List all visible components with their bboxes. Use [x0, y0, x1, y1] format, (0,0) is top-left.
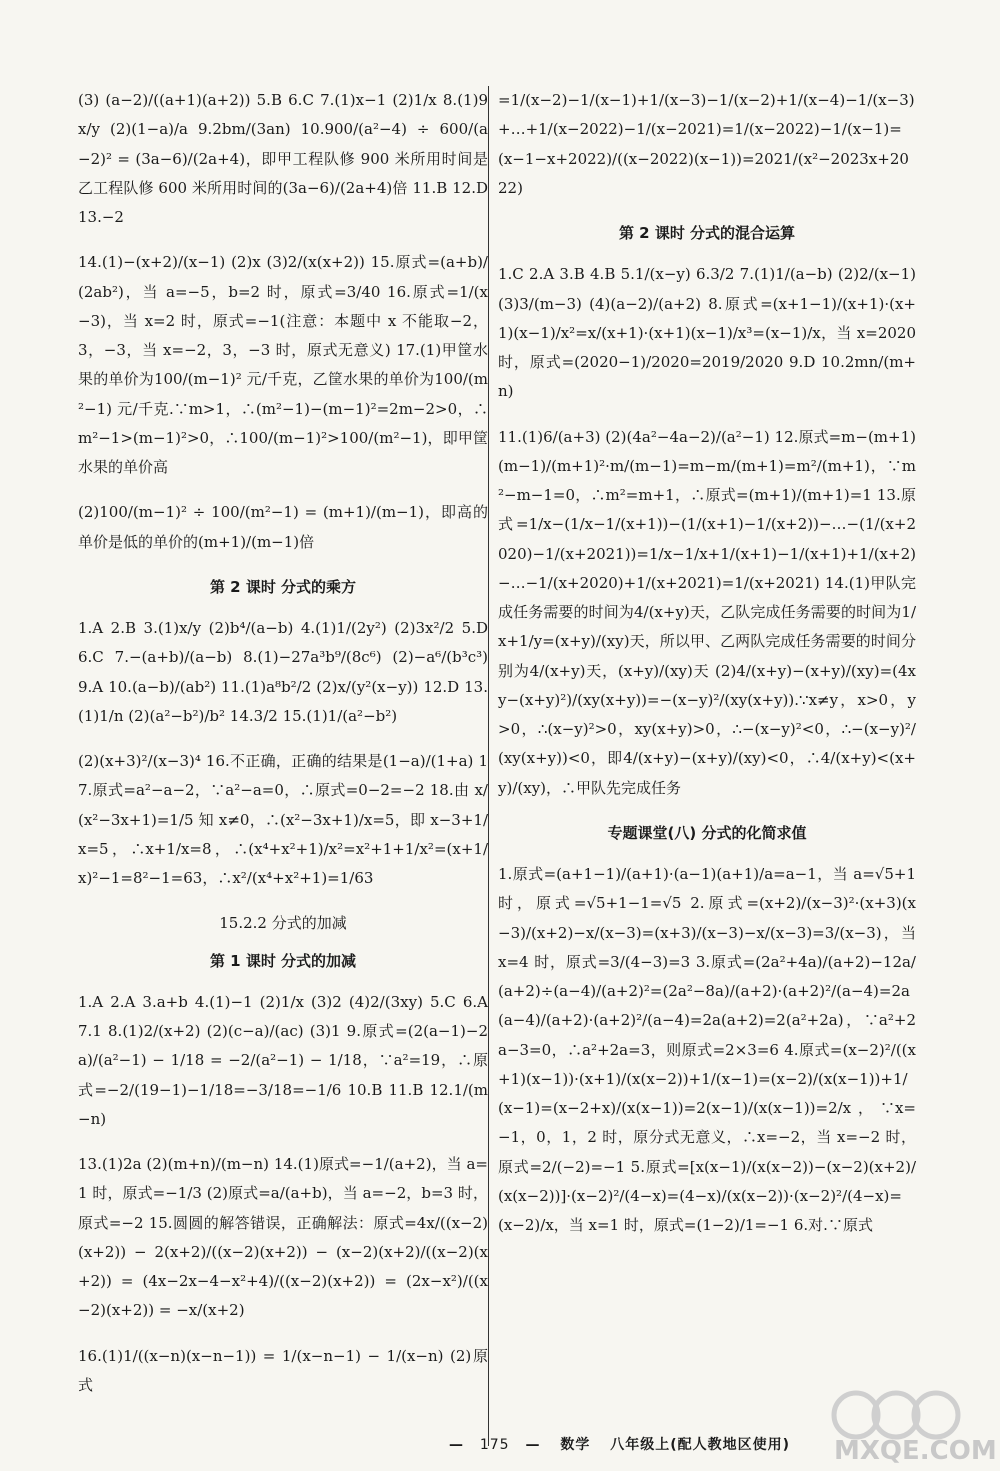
footer-grade: 八年级上(配人教地区使用) — [610, 1437, 790, 1453]
column-divider — [488, 86, 489, 1446]
section-heading: 第 2 课时 分式的混合运算 — [618, 224, 796, 242]
answer-block: (2)(x+3)²/(x−3)⁴ 16.不正确，正确的结果是(1−a)/(1+a) 17.原式=a²−a−2，∵a²−a=0，∴原式=0−2=−2 18.由 x/(x²−3x+1)=1/5 知 x≠0，∴(x²−3x+1)/x=5，即 x−3+1/x=5，∴x+1/x=8，∴(x⁴+x²+1)/x²=x²+1+1/x²=(x+1/x)²−1=8²−1=63，∴x²/(x⁴+x²+1)=1/63 — [78, 752, 488, 887]
answer-block: 11.(1)6/(a+3) (2)(4a²−4a−2)/(a²−1) 12.原式=m−(m+1)(m−1)/(m+1)²·m/(m−1)=m−m/(m+1)=m²/(m+1)，∵m²−m−1=0，∴m²=m+1，∴原式=(m+1)/(m+1)=1 13.原式=1/x−(1/x−1/(x+1))−(1/(x+1)−1/(x+2))−…−(1/(x+2020)−1/(x+2021))=1/x−1/x+1/(x+1)−1/(x+1)+1/(x+2)−…−1/(x+2020)+1/(x+2021)=1/(x+2021) 14.(1)甲队完成任务需要的时间为4/(x+y)天，乙队完成任务需要的时间为1/x+1/y=(x+y)/(xy)天，所以甲、乙两队完成任务需要的时间分别为4/(x+y)天，(x+y)/(xy)天 (2)4/(x+y)−(x+y)/(xy)=(4xy−(x+y)²)/(xy(x+y))=−(x−y)²/(xy(x+y)).∵x≠y，x>0，y>0，∴(x−y)²>0，xy(x+y)>0，∴−(x−y)²<0，∴−(x−y)²/(xy(x+y))<0，即4/(x+y)−(x+y)/(xy)<0，∴4/(x+y)<(x+y)/(xy)，∴甲队先完成任务 — [498, 427, 916, 797]
right-column — [498, 86, 916, 1256]
left-column — [78, 86, 488, 1416]
answer-block: (3) (a−2)/((a+1)(a+2)) 5.B 6.C 7.(1)x−1 (2)1/x 8.(1)9x/y (2)(1−a)/a 9.2bm/(3an) 10.900/(a²−4) ÷ 600/(a−2)² = (3a−6)/(2a+4)，即甲工程队修 900 米所用时间是乙工程队修 600 米所用时间的(3a−6)/(2a+4)倍 11.B 12.D 13.−2 — [78, 91, 488, 226]
page-number: 175 — [479, 1437, 510, 1453]
answer-block: 1.A 2.B 3.(1)x/y (2)b⁴/(a−b) 4.(1)1/(2y²) (2)3x²/2 5.D 6.C 7.−(a+b)/(a−b) 8.(1)−27a³b⁹/(8c⁶) (2)−a⁶/(b³c³) 9.A 10.(a−b)/(ab²) 11.(1)a⁸b²/2 (2)x/(y²(x−y)) 12.D 13.(1)1/n (2)(a²−b²)/b² 14.3/2 15.(1)1/(a²−b²) — [78, 619, 488, 725]
answer-block: 1.A 2.A 3.a+b 4.(1)−1 (2)1/x (3)2 (4)2/(3xy) 5.C 6.A 7.1 8.(1)2/(x+2) (2)(c−a)/(ac) (3)1 9.原式=(2(a−1)−2a)/(a²−1) − 1/18 = −2/(a²−1) − 1/18，∵a²=19，∴原式=−2/(19−1)−1/18=−3/18=−1/6 10.B 11.B 12.1/(m−n) — [78, 992, 488, 1128]
section-heading: 第 2 课时 分式的乘方 — [209, 577, 357, 596]
answer-block: 1.原式=(a+1−1)/(a+1)·(a−1)(a+1)/a=a−1，当 a=√5+1 时，原式=√5+1−1=√5 2.原式=(x+2)/(x−3)²·(x+3)(x−3)/(x+2)−x/(x−3)=(x+3)/(x−3)−x/(x−3)=3/(x−3)，当 x=4 时，原式=3/(4−3)=3 3.原式=(2a²+4a)/(a+2)−12a/(a+2)÷(a−4)/(a+2)²=(2a²−8a)/(a+2)·(a+2)²/(a−4)=2a(a−4)/(a+2)·(a+2)²/(a−4)=2a(a+2)=2(a²+2a)，∵a²+2a−3=0，∴a²+2a=3，则原式=2×3=6 4.原式=(x−2)²/((x+1)(x−1))·(x+1)/(x(x−2))+1/(x−1)=(x−2)/(x(x−1))+1/(x−1)=(x−2+x)/(x(x−1))=2(x−1)/(x(x−1))=2/x，∵x=−1，0，1，2 时，原分式无意义，∴x=−2，当 x=−2 时，原式=2/(−2)=−1 5.原式=[x(x−1)/(x(x−2))−(x−2)(x+2)/(x(x−2))]·(x−2)²/(4−x)=(4−x)/(x(x−2))·(x−2)²/(4−x)=(x−2)/x，当 x=1 时，原式=(1−2)/1=−1 6.对.∵原式 — [498, 865, 916, 1234]
answer-block: 1.C 2.A 3.B 4.B 5.1/(x−y) 6.3/2 7.(1)1/(a−b) (2)2/(x−1) (3)3/(m−3) (4)(a−2)/(a+2) 8.原式=(x+1−1)/(x+1)·(x+1)(x−1)/x²=x/(x+1)·(x+1)(x−1)/x³=(x−1)/x，当 x=2020 时，原式=(2020−1)/2020=2019/2020 9.D 10.2mn/(m+n) — [498, 265, 916, 401]
answer-block: 14.(1)−(x+2)/(x−1) (2)x (3)2/(x(x+2)) 15.原式=(a+b)/(2ab²)，当 a=−5，b=2 时，原式=3/40 16.原式=1/(x−3)，当 x=2 时，原式=−1(注意：本题中 x 不能取−2，3，−3，当 x=−2，3，−3 时，原式无意义) 17.(1)甲筐水果的单价为100/(m−1)² 元/千克，乙筐水果的单价为100/(m²−1) 元/千克.∵m>1，∴(m²−1)−(m−1)²=2m−2>0，∴m²−1>(m−1)²>0，∴100/(m−1)²>100/(m²−1)，即甲筐水果的单价高 — [78, 253, 488, 476]
section-heading: 专题课堂(八) 分式的化简求值 — [607, 823, 807, 842]
section-heading: 第 1 课时 分式的加减 — [209, 951, 357, 970]
answer-block: 13.(1)2a (2)(m+n)/(m−n) 14.(1)原式=−1/(a+2)，当 a=1 时，原式=−1/3 (2)原式=a/(a+b)，当 a=−2，b=3 时，原式=−2 15.圆圆的解答错误，正确解法：原式=4x/((x−2)(x+2)) − 2(x+2)/((x−2)(x+2)) − (x−2)(x+2)/((x−2)(x+2)) = (4x−2x−4−x²+4)/((x−2)(x+2)) = (2x−x²)/((x−2)(x+2)) = −x/(x+2) — [78, 1155, 488, 1320]
footer-dash: — — [525, 1437, 541, 1453]
watermark-logo — [826, 1385, 997, 1466]
answer-block: =1/(x−2)−1/(x−1)+1/(x−3)−1/(x−2)+1/(x−4)−1/(x−3)+…+1/(x−2022)−1/(x−2021)=1/(x−2022)−1/(x−1)=(x−1−x+2022)/((x−2022)(x−1))=2021/(x²−2023x+2022) — [498, 91, 915, 197]
section-subheading: 15.2.2 分式的加减 — [219, 914, 347, 933]
footer-dash: — — [448, 1437, 464, 1453]
footer-subject: 数学 — [560, 1437, 591, 1453]
watermark-text: MXQE.COM — [834, 1436, 997, 1466]
answer-block: (2)100/(m−1)² ÷ 100/(m²−1) = (m+1)/(m−1)，即高的单价是低的单价的(m+1)/(m−1)倍 — [78, 503, 488, 551]
answer-block: 16.(1)1/((x−n)(x−n−1)) = 1/(x−n−1) − 1/(x−n) (2)原式 — [78, 1346, 488, 1394]
